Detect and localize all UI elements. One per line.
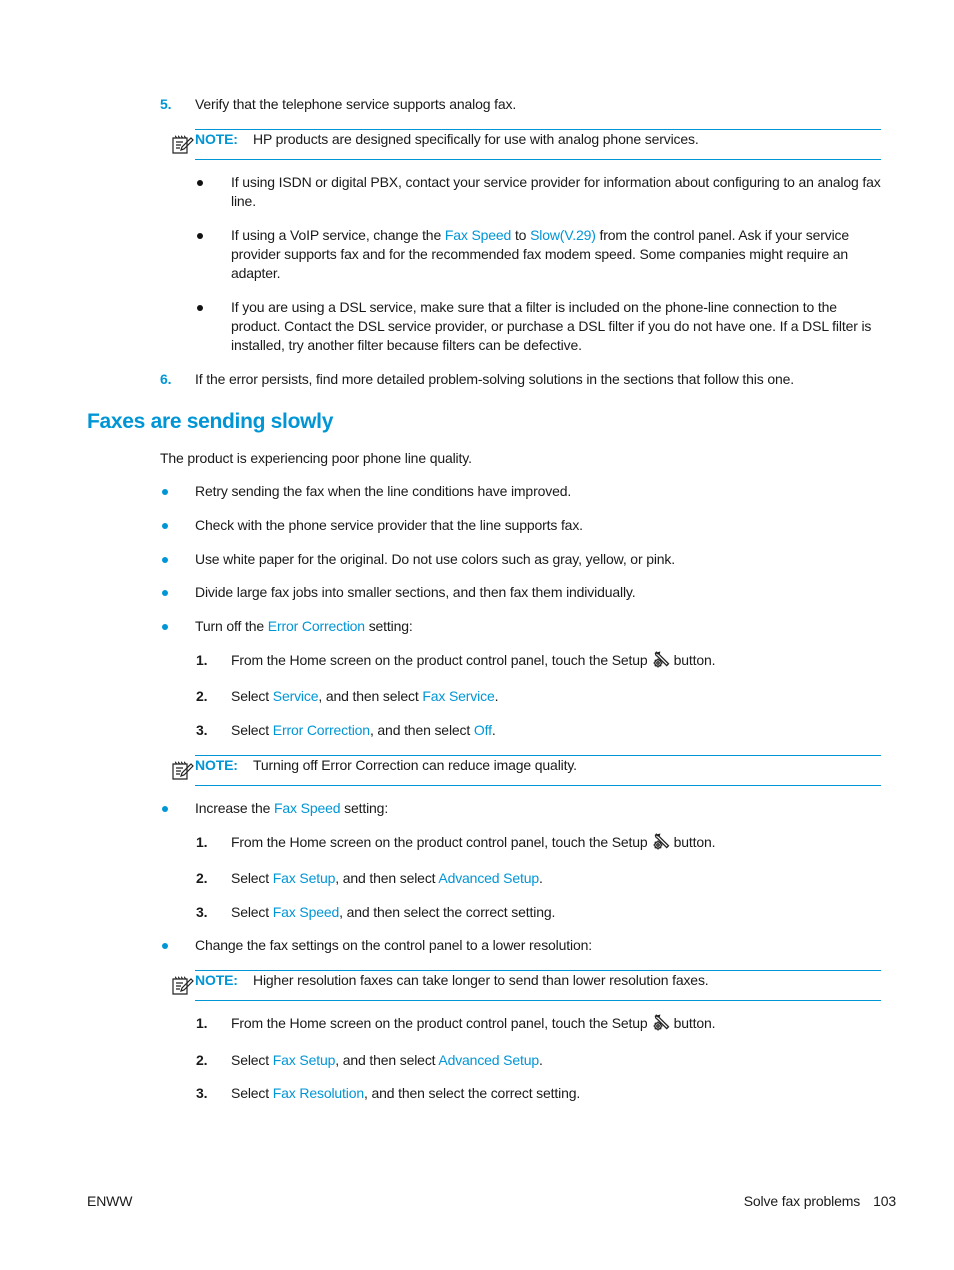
note-icon [170,132,194,156]
setting-name: Fax Speed [444,227,512,243]
note-label: NOTE: [195,131,238,147]
text-run: button. [673,1015,716,1031]
text-run: Check with the phone service provider that the line supports fax. [195,517,583,533]
setting-name: Fax Service [422,688,495,704]
setting-name: Fax Speed [274,800,341,816]
text-run: . [539,1052,543,1068]
text-run: , and then select the correct setting. [364,1085,581,1101]
text-run: Increase the [195,800,274,816]
section-heading: Faxes are sending slowly [87,410,334,433]
text-run: Divide large fax jobs into smaller sections, and then fax them individually. [195,584,636,600]
setting-name: Fax Resolution [272,1085,365,1101]
step-number: 1. [196,1015,208,1031]
text-run: Select [231,1085,273,1101]
bullet-icon [162,590,168,596]
note-box [195,129,881,160]
item-text [231,903,886,922]
item-text [231,687,886,706]
item-text [195,799,886,818]
text-run: If using ISDN or digital PBX, contact your service provider for information about configuring to an analog fax line. [231,174,881,209]
footer-section: Solve fax problems [743,1193,861,1209]
item-text [195,936,886,955]
text-run: , and then select the correct setting. [339,904,556,920]
text-run: From the Home screen on the product control panel, touch the Setup [231,834,648,850]
text-run: The product is experiencing poor phone line quality. [160,450,472,466]
note-icon [170,973,194,997]
page-number: 103 [873,1193,896,1209]
note-box [195,970,881,1001]
step-number: 2. [196,688,208,704]
text-run: Retry sending the fax when the line conditions have improved. [195,483,572,499]
setting-name: Error Correction [267,618,365,634]
note-text [253,971,709,990]
item-text [195,516,886,535]
note-text [253,756,577,775]
text-run: , and then select [369,722,474,738]
text-run: setting: [364,618,413,634]
step-number: 2. [196,1052,208,1068]
step-number: 3. [196,904,208,920]
bullet-icon [197,180,203,186]
text-run: , and then select [335,870,439,886]
item-text [231,1014,886,1033]
note-label: NOTE: [195,972,238,988]
item-text [231,869,886,888]
step-number: 3. [196,1085,208,1101]
bullet-icon [162,624,168,630]
step-number: 3. [196,722,208,738]
footer-right [744,1192,896,1211]
text-run: button. [673,834,716,850]
text-run: If you are using a DSL service, make sure that a filter is included on the phone-line connection to the product. Contact the DSL service provider, or purchase a DSL filter if you do not have one. If a DSL filter is installed, try another filter because filters can be defective. [231,299,872,353]
note-text [253,130,699,149]
text-run: to [511,227,531,243]
text-run: Change the fax settings on the control panel to a lower resolution: [195,937,592,953]
text-run: . [539,870,543,886]
text-run: Select [231,1052,273,1068]
footer-left: ENWW [87,1193,133,1209]
text-run: Select [231,722,273,738]
bullet-icon [162,943,168,949]
item-text [195,617,886,636]
text-run: Verify that the telephone service supports analog fax. [195,96,517,112]
note-icon [170,758,194,782]
item-text [160,449,886,468]
setup-icon [651,651,671,669]
text-run: . [494,688,499,704]
item-text [231,298,886,355]
bullet-icon [162,489,168,495]
note-label: NOTE: [195,757,238,773]
setting-name: Slow(V.29) [530,227,596,243]
item-text [231,1084,886,1103]
setting-name: Error Correction [272,722,370,738]
item-text [195,482,886,501]
text-run: . [491,722,496,738]
bullet-icon [162,523,168,529]
item-text [231,721,886,740]
text-run: Turning off Error Correction can reduce image quality. [253,757,577,773]
step-number: 1. [196,652,208,668]
setting-name: Service [272,688,319,704]
setup-icon [651,833,671,851]
item-text [231,833,886,852]
item-text [231,651,886,670]
text-run: from the control panel. Ask if your service provider supports fax and for the recommended fax modem speed. Some companies might require an adapter. [231,227,850,281]
bullet-icon [162,557,168,563]
item-text [195,370,886,389]
text-run: Turn off the [195,618,268,634]
text-run: , and then select [335,1052,439,1068]
setting-name: Advanced Setup [438,1052,540,1068]
text-run: If using a VoIP service, change the [231,227,445,243]
item-text [231,173,886,211]
text-run: button. [673,652,716,668]
item-text [231,226,886,283]
item-text [195,583,886,602]
bullet-icon [162,806,168,812]
item-text [195,95,886,114]
step-number: 2. [196,870,208,886]
text-run: Higher resolution faxes can take longer to send than lower resolution faxes. [253,972,709,988]
text-run: Use white paper for the original. Do not use colors such as gray, yellow, or pink. [195,551,676,567]
note-box [195,755,881,786]
setting-name: Fax Setup [272,870,336,886]
setting-name: Fax Setup [272,1052,336,1068]
setting-name: Off [473,722,492,738]
setting-name: Advanced Setup [438,870,540,886]
step-number: 1. [196,834,208,850]
item-text [231,1051,886,1070]
text-run: From the Home screen on the product control panel, touch the Setup [231,1015,648,1031]
text-run: Select [231,688,273,704]
text-run: setting: [340,800,389,816]
text-run: From the Home screen on the product control panel, touch the Setup [231,652,648,668]
bullet-icon [197,233,203,239]
setting-name: Fax Speed [272,904,340,920]
step-number: 5. [160,96,172,112]
text-run: , and then select [318,688,423,704]
text-run: If the error persists, find more detailed problem-solving solutions in the sections that follow this one. [195,371,794,387]
setup-icon [651,1014,671,1032]
text-run: Select [231,904,273,920]
bullet-icon [197,305,203,311]
text-run: HP products are designed specifically for use with analog phone services. [253,131,699,147]
text-run: Select [231,870,273,886]
item-text [195,550,886,569]
step-number: 6. [160,371,172,387]
